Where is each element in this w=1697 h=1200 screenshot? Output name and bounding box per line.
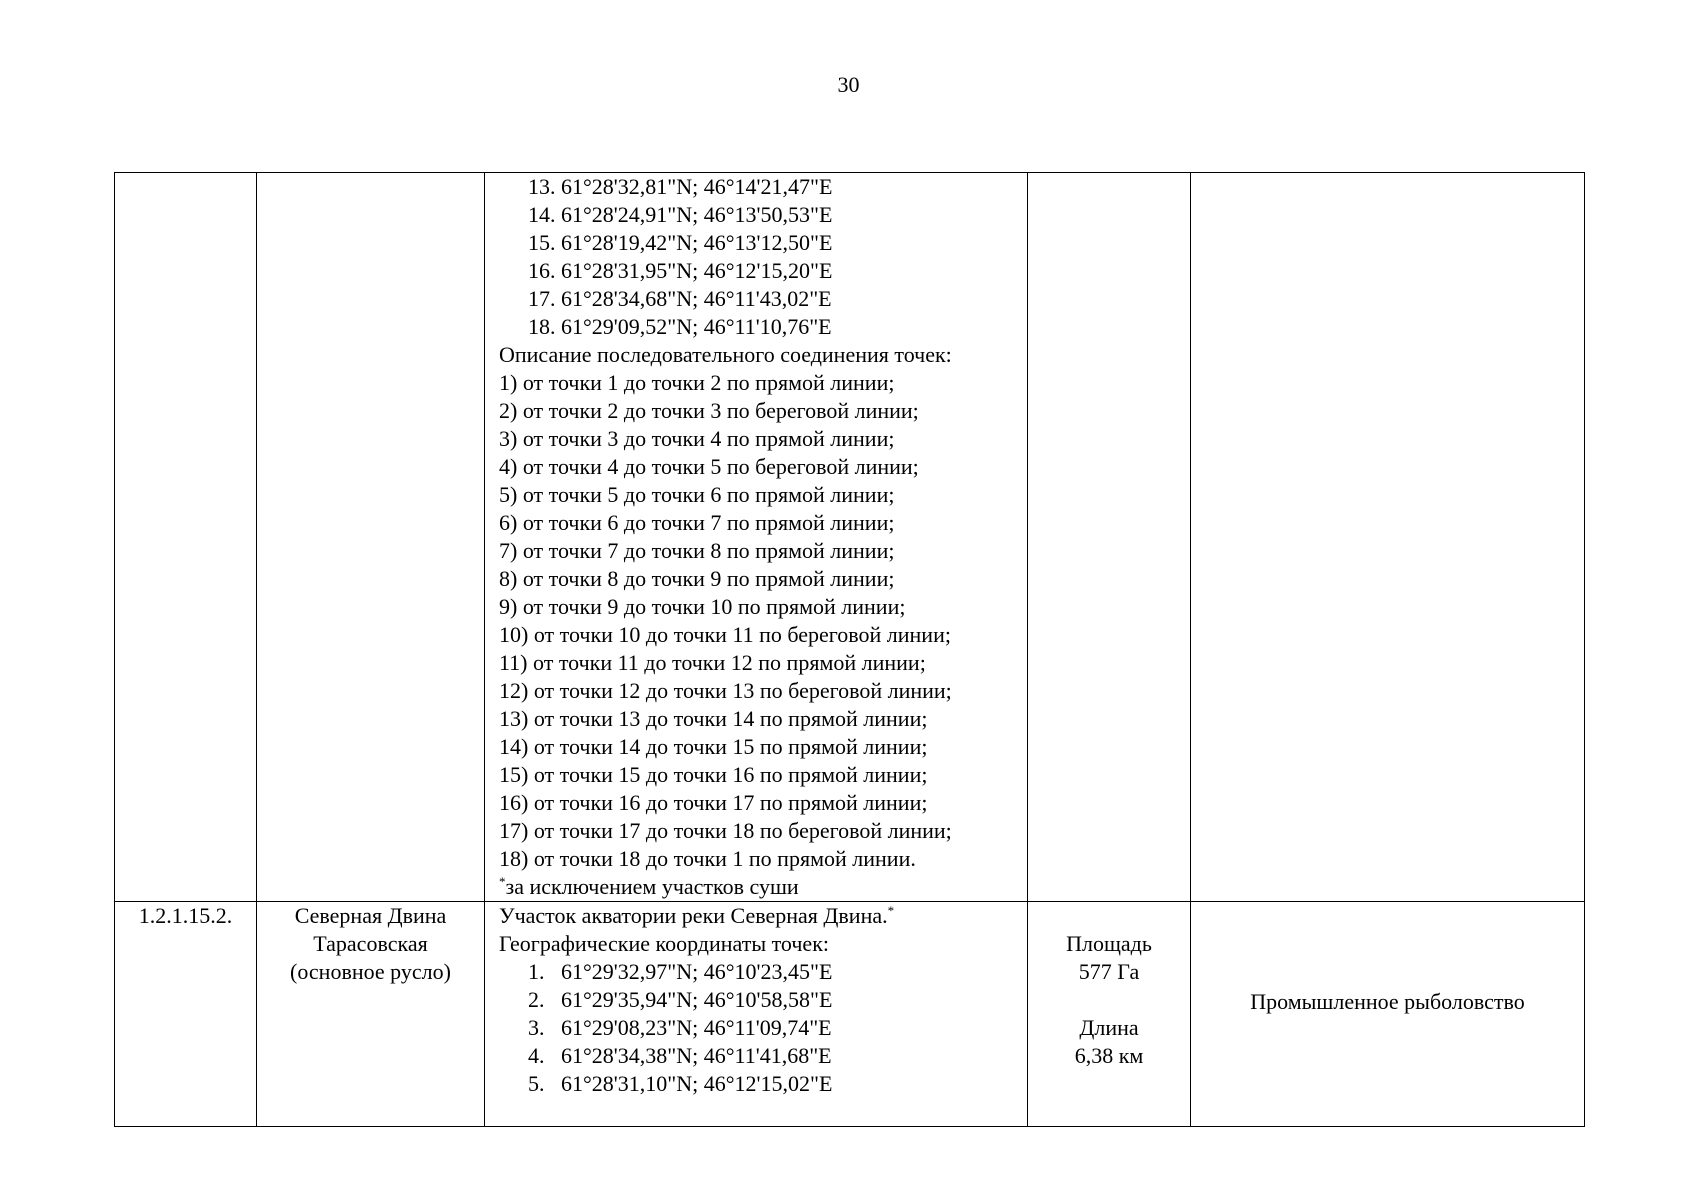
length-value: 6,38 км xyxy=(1074,1043,1144,1068)
connection-line: 8) от точки 8 до точки 9 по прямой линии; xyxy=(499,566,895,591)
purpose-cell xyxy=(1191,902,1585,1127)
coordinate-line: 4. 61°28'34,38"N; 46°11'41,68"E xyxy=(528,1043,832,1068)
table-row xyxy=(115,902,1585,1127)
connection-line: 12) от точки 12 до точки 13 по береговой линии; xyxy=(499,678,952,703)
coordinate-line: 14. 61°28'24,91"N; 46°13'50,53"E xyxy=(528,202,833,227)
connection-line: 3) от точки 3 до точки 4 по прямой линии; xyxy=(499,426,895,451)
area-title-text: Участок акватории реки Северная Двина. xyxy=(499,903,888,928)
fishing-areas-table xyxy=(114,172,1585,1127)
connection-line: 17) от точки 17 до точки 18 по береговой линии; xyxy=(499,818,952,843)
footnote xyxy=(499,873,1027,901)
coordinate-line: 1. 61°29'32,97"N; 46°10'23,45"E xyxy=(528,959,833,984)
site-name-line: Тарасовская xyxy=(313,931,428,956)
table-row xyxy=(115,173,1585,902)
connection-line: 4) от точки 4 до точки 5 по береговой линии; xyxy=(499,454,919,479)
connection-line: 9) от точки 9 до точки 10 по прямой линии; xyxy=(499,594,906,619)
site-number: 1.2.1.15.2. xyxy=(138,903,233,928)
connection-line: 6) от точки 6 до точки 7 по прямой линии; xyxy=(499,510,895,535)
name-cell xyxy=(257,173,485,902)
connection-line: 1) от точки 1 до точки 2 по прямой линии; xyxy=(499,370,895,395)
area-label: Площадь xyxy=(1066,931,1152,956)
connection-line: 5) от точки 5 до точки 6 по прямой линии; xyxy=(499,482,895,507)
connection-title: Описание последовательного соединения точек: xyxy=(499,342,952,367)
purpose-text: Промышленное рыболовство xyxy=(1250,989,1525,1014)
coordinate-line: 15. 61°28'19,42"N; 46°13'12,50"E xyxy=(528,230,833,255)
description-cell xyxy=(485,902,1028,1127)
connection-line: 15) от точки 15 до точки 16 по прямой линии; xyxy=(499,762,928,787)
length-label: Длина xyxy=(1079,1015,1139,1040)
site-name-line: (основное русло) xyxy=(290,959,451,984)
connection-line: 11) от точки 11 до точки 12 по прямой линии; xyxy=(499,650,926,675)
name-cell xyxy=(257,902,485,1127)
coords-title: Географические координаты точек: xyxy=(499,931,829,956)
connection-line: 18) от точки 18 до точки 1 по прямой линии. xyxy=(499,846,916,871)
measure-cell xyxy=(1028,173,1191,902)
connection-line: 16) от точки 16 до точки 17 по прямой линии; xyxy=(499,790,928,815)
spacer xyxy=(1028,986,1190,1014)
area-title xyxy=(499,902,1027,930)
page-number: 30 xyxy=(837,72,860,97)
coordinate-line: 13. 61°28'32,81"N; 46°14'21,47"E xyxy=(528,174,833,199)
coordinate-line: 18. 61°29'09,52"N; 46°11'10,76"E xyxy=(528,314,832,339)
site-name-line: Северная Двина xyxy=(294,903,447,928)
connection-line: 13) от точки 13 до точки 14 по прямой линии; xyxy=(499,706,928,731)
footnote-mark: * xyxy=(887,903,895,918)
coordinate-line: 3. 61°29'08,23"N; 46°11'09,74"E xyxy=(528,1015,832,1040)
connection-line: 10) от точки 10 до точки 11 по береговой линии; xyxy=(499,622,951,647)
footnote-text: за исключением участков суши xyxy=(505,874,799,899)
coordinate-line: 5. 61°28'31,10"N; 46°12'15,02"E xyxy=(528,1071,833,1096)
coordinate-line: 2. 61°29'35,94"N; 46°10'58,58"E xyxy=(528,987,833,1012)
number-cell xyxy=(115,173,257,902)
connection-line: 7) от точки 7 до точки 8 по прямой линии; xyxy=(499,538,895,563)
description-cell xyxy=(485,173,1028,902)
coordinate-line: 16. 61°28'31,95"N; 46°12'15,20"E xyxy=(528,258,833,283)
area-value: 577 Га xyxy=(1078,959,1140,984)
purpose-cell xyxy=(1191,173,1585,902)
measure-cell xyxy=(1028,902,1191,1127)
footnote-mark: * xyxy=(499,874,506,889)
number-cell xyxy=(115,902,257,1127)
connection-line: 14) от точки 14 до точки 15 по прямой линии; xyxy=(499,734,928,759)
connection-line: 2) от точки 2 до точки 3 по береговой линии; xyxy=(499,398,919,423)
coordinate-line: 17. 61°28'34,68"N; 46°11'43,02"E xyxy=(528,286,832,311)
